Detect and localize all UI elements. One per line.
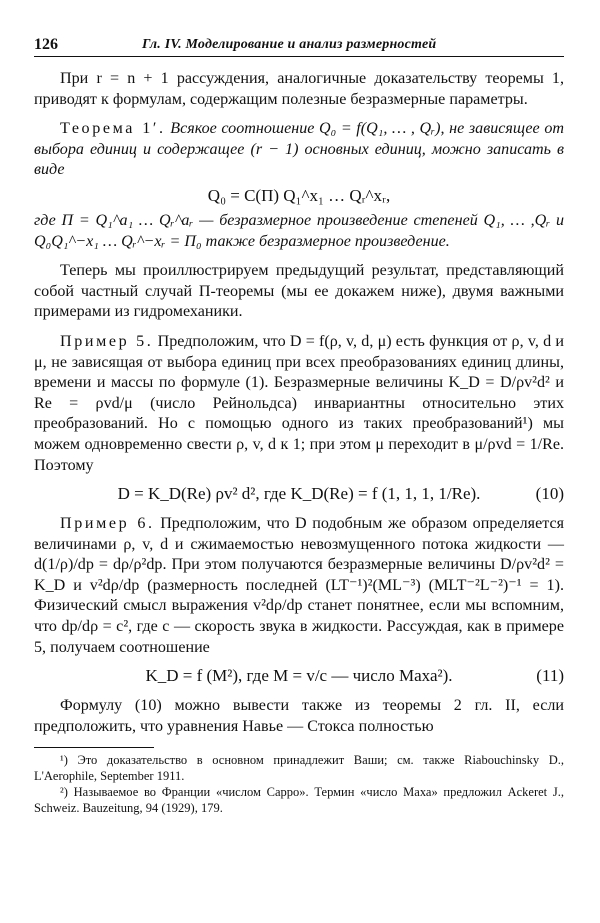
- example-5: [34, 332, 564, 476]
- formula-10: [34, 482, 564, 506]
- theorem-text: Всякое соотношение Q₀ = f(Q₁, … , Qᵣ), не зависящее от выбора единиц и содержащее (r − 1) основных единиц, можно записать в виде: [34, 120, 564, 179]
- theorem-label: Теорема 1′.: [60, 120, 166, 138]
- footnote-2: ²) Называемое во Франции «числом Сарро». Термин «число Маха» предложил Ackeret J., Schweiz. Bauzeitung, 94 (1929), 179.: [34, 785, 564, 816]
- example-5-label: Пример 5.: [60, 332, 154, 350]
- example-5-text: Предположим, что D = f(ρ, v, d, μ) есть функция от ρ, v, d и μ, не зависящая от выбора единиц при всех преобразованиях единиц длины, времени и массы по формуле (1). Безразмерные величины K_D = D/ρv²d² и Re = ρvd/μ (число Рейнольдса) инвариантны относительно этих преобразований. Но с помощью одного из таких преобразований¹) мы можем одновременно свести ρ, v, d к 1; при этом μ переходит в μ/ρvd = 1/Re. Поэтому: [34, 332, 564, 474]
- formula-10-body: D = K_D(Re) ρv² d², где K_D(Re) = f (1, 1, 1, 1/Re).: [117, 484, 481, 504]
- formula-11: [34, 664, 564, 688]
- example-6-text: Предположим, что D подобным же образом определяется величинами ρ, v, d и сжимаемостью невозмущенного потока жидкости — d(1/ρ)/dp = dρ/ρ²dp. При этом получаются безразмерные величины D/ρv²d² = K_D и v²dρ/dp (размерность последней (LT⁻¹)²(ML⁻³) (MLT⁻²L⁻²)⁻¹ = 1). Физический смысл выражения v²dρ/dp станет понятнее, если мы вспомним, что dp/dρ = c², где c — скорость звука в жидкости. Рассуждая, как в примере 5, получаем соотношение: [34, 515, 564, 656]
- theorem-continuation: где Π = Q₁^a₁ … Qᵣ^aᵣ — безразмерное произведение степеней Q₁, … ,Qᵣ и Q₀Q₁^−x₁ … Qᵣ^−xᵣ = Π₀ также безразмерное произведение.: [34, 211, 564, 250]
- running-title: Гл. IV. Моделирование и анализ размерностей: [142, 37, 437, 52]
- paragraph-navier-stokes: Формулу (10) можно вывести также из теоремы 2 гл. II, если предположить, что уравнения Навье — Стокса полностью: [34, 697, 564, 735]
- book-page: [34, 32, 564, 816]
- paragraph-illustration: Теперь мы проиллюстрируем предыдущий результат, представляющий собой частный случай Π-теоремы (мы ее докажем ниже), двумя важными примерами из гидромеханики.: [34, 262, 564, 321]
- example-6: [34, 514, 564, 658]
- page-header: [34, 32, 564, 57]
- formula-10-number: (10): [535, 484, 564, 504]
- footnote-1: ¹) Это доказательство в основном принадлежит Ваши; см. также Riabouchinsky D., L'Aerophile, September 1911.: [34, 753, 564, 784]
- page-number: 126: [34, 36, 58, 53]
- example-6-label: Пример 6.: [60, 515, 155, 533]
- paragraph-intro: При r = n + 1 рассуждения, аналогичные доказательству теоремы 1, приводят к формулам, содержащим полезные безразмерные параметры.: [34, 70, 564, 108]
- footnote-divider: [34, 747, 154, 748]
- theorem-1-prime: [34, 119, 564, 181]
- formula-11-body: K_D = f (M²), где M = v/c — число Маха²).: [145, 666, 453, 686]
- formula-11-number: (11): [536, 666, 564, 686]
- formula-theorem: Q₀ = C(Π) Q₁^x₁ … Qᵣ^xᵣ,: [207, 185, 391, 205]
